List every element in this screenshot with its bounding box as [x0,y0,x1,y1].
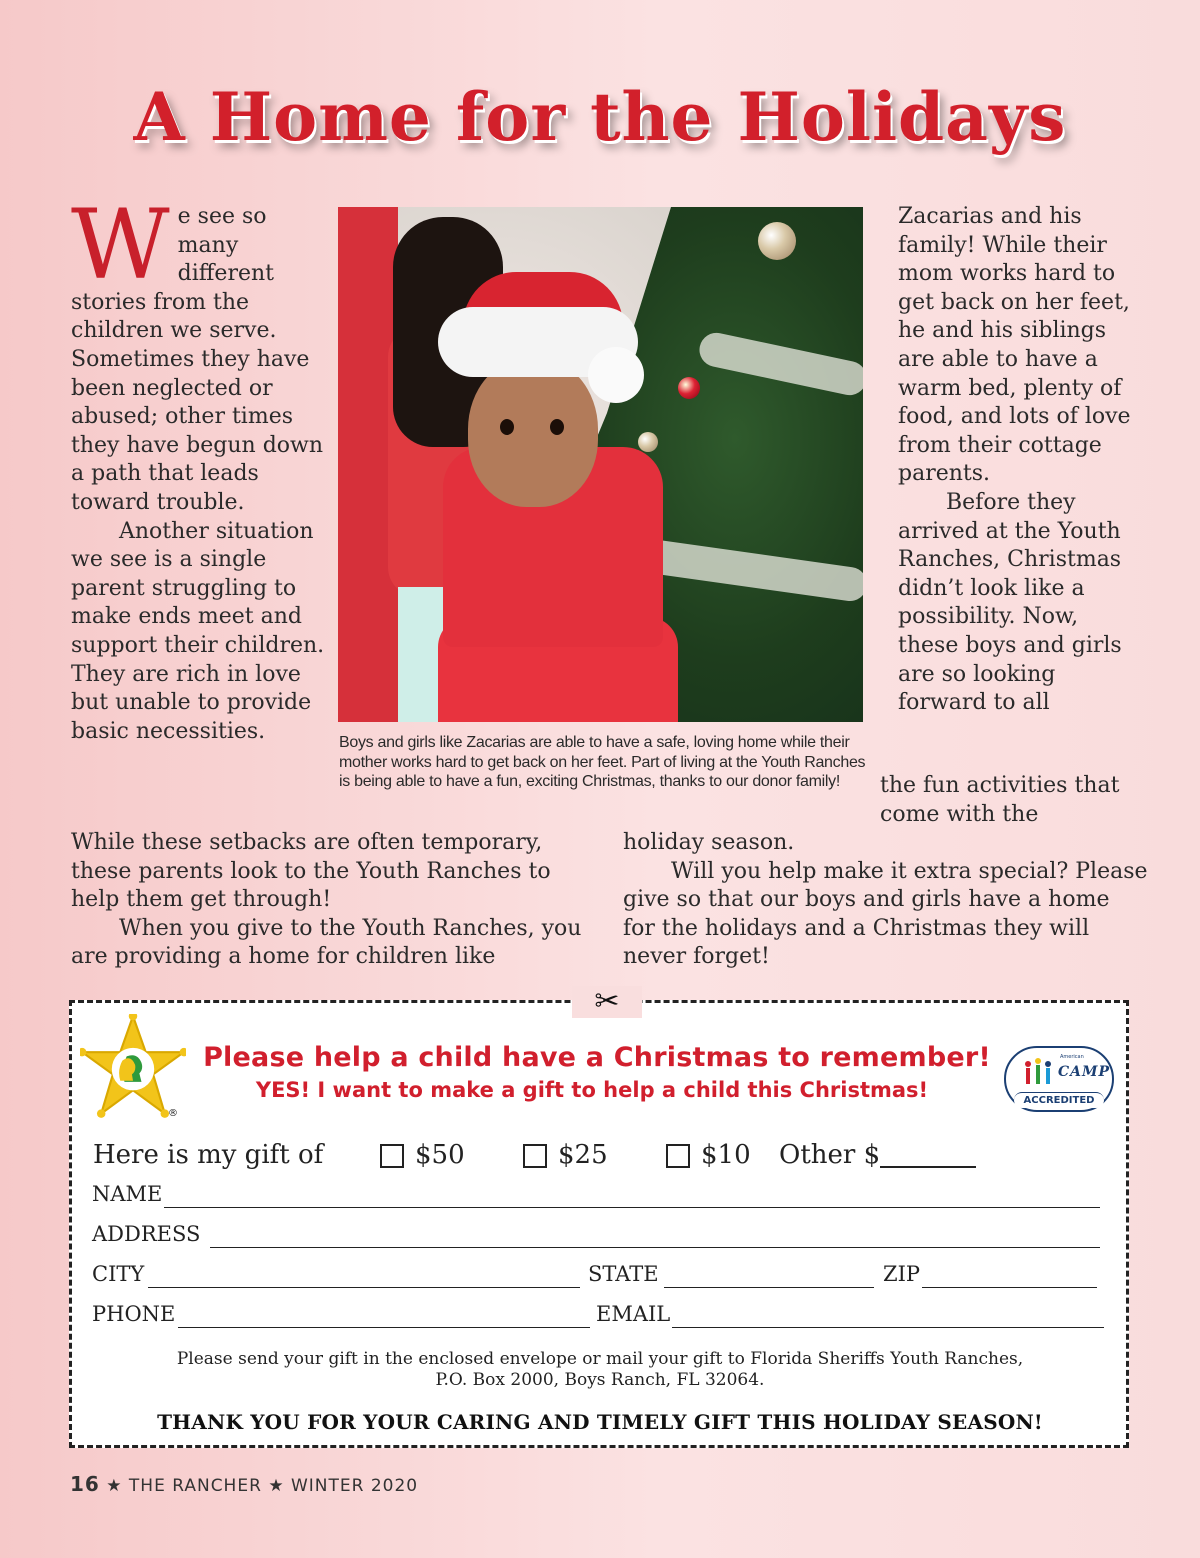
publication-name: THE RANCHER [128,1476,262,1496]
article-paragraph: Zacarias and his family! While their mom works hard to get back on her feet, he and his siblings are able to have a warm bed, plenty of food, and lots of love from their cottage parents. [898,204,1131,487]
thank-you-message: THANK YOU FOR YOUR CARING AND TIMELY GIFT THIS HOLIDAY SEASON! [157,1410,1043,1434]
city-state-zip-field [92,1262,1102,1290]
mailing-line: P.O. Box 2000, Boys Ranch, FL 32064. [435,1370,765,1390]
gift-other-input[interactable] [880,1166,976,1168]
name-input[interactable] [164,1207,1100,1208]
article-paragraph: the fun activities that come with the [880,773,1120,827]
phone-label: PHONE [92,1302,176,1326]
article-bottom-right [623,829,1148,972]
santa-hat [588,347,644,403]
gift-50-label: $50 [415,1140,465,1170]
city-input[interactable] [148,1287,580,1288]
phone-email-field [92,1302,1106,1330]
article-paragraph: holiday season. [623,830,795,855]
name-field [92,1182,1102,1210]
gift-10-label: $10 [701,1140,751,1170]
article-photo [338,207,863,722]
camp-accredited-badge [1004,1046,1114,1112]
photo-figure [500,419,514,435]
photo-figure [468,357,598,507]
registered-mark: ® [168,1108,178,1119]
state-input[interactable] [664,1287,874,1288]
gift-10-checkbox[interactable] [666,1144,690,1168]
state-label: STATE [588,1262,659,1286]
email-input[interactable] [672,1327,1104,1328]
address-input[interactable] [210,1247,1100,1248]
zip-label: ZIP [883,1262,921,1286]
scissors-icon: ✂ [572,986,642,1018]
issue-label: WINTER 2020 [290,1476,419,1496]
article-right-column-tail [880,772,1140,829]
mailing-instructions [92,1349,1108,1391]
mailing-line: Please send your gift in the enclosed envelope or mail your gift to Florida Sheriffs Youth Ranches, [176,1349,1024,1369]
sheriff-star-logo [80,1014,186,1120]
phone-input[interactable] [178,1327,590,1328]
camp-word: CAMP [1058,1064,1111,1080]
article-bottom-left [71,829,596,972]
page-number: 16 [70,1472,100,1496]
star-icon: ★ [106,1476,129,1496]
gift-25-checkbox[interactable] [523,1144,547,1168]
email-label: EMAIL [596,1302,671,1326]
drop-cap: W [71,189,170,301]
article-paragraph: When you give to the Youth Ranches, you are providing a home for children like [71,915,582,970]
name-label: NAME [92,1182,163,1206]
article-paragraph: e see so many different stories from the children we serve. Sometimes they have been neglected or abused; other times they have begun down a path that leads toward trouble. [71,204,324,515]
article-paragraph: Another situation we see is a single parent struggling to make ends meet and support their children. They are rich in love but unable to provide basic necessities. [71,518,325,744]
camp-small-text: American [1060,1054,1084,1060]
tree-ornament [678,377,700,399]
page-title: A Home for the Holidays [133,78,1067,156]
article-paragraph: Will you help make it extra special? Please give so that our boys and girls have a home for the holidays and a Christmas they will never forget! [623,858,1148,970]
city-label: CITY [92,1262,145,1286]
gift-other-label: Other $ [779,1140,881,1170]
gift-25-label: $25 [558,1140,608,1170]
photo-figure [550,419,564,435]
page-footer [70,1472,418,1496]
coupon-subheadline: YES! I want to make a gift to help a child this Christmas! [255,1078,929,1102]
camp-accredited-label: ACCREDITED [1014,1092,1104,1108]
article-right-column [898,203,1138,718]
address-field [92,1222,1102,1250]
gift-50-checkbox[interactable] [380,1144,404,1168]
article-paragraph: While these setbacks are often temporary, these parents look to the Youth Ranches to help them get through! [71,830,551,913]
gift-label: Here is my gift of [93,1140,324,1170]
coupon-headline: Please help a child have a Christmas to remember! [203,1042,991,1073]
zip-input[interactable] [922,1287,1097,1288]
article-paragraph: Before they arrived at the Youth Ranches, Christmas didn’t look like a possibility. Now, these boys and girls are so looking forward to all [898,489,1122,716]
address-label: ADDRESS [92,1222,201,1246]
star-icon: ★ [268,1476,291,1496]
gift-amount-row [93,1136,1093,1176]
camp-figures-icon [1020,1056,1060,1090]
photo-caption: Boys and girls like Zacarias are able to have a safe, loving home while their mother works hard to get back on her feet. Part of living at the Youth Ranches is being able to have a fun, exciting Christmas, thanks to our donor family! [339,734,866,790]
tree-ornament [758,222,796,260]
tree-ornament [638,432,658,452]
article-left-column [71,189,333,746]
